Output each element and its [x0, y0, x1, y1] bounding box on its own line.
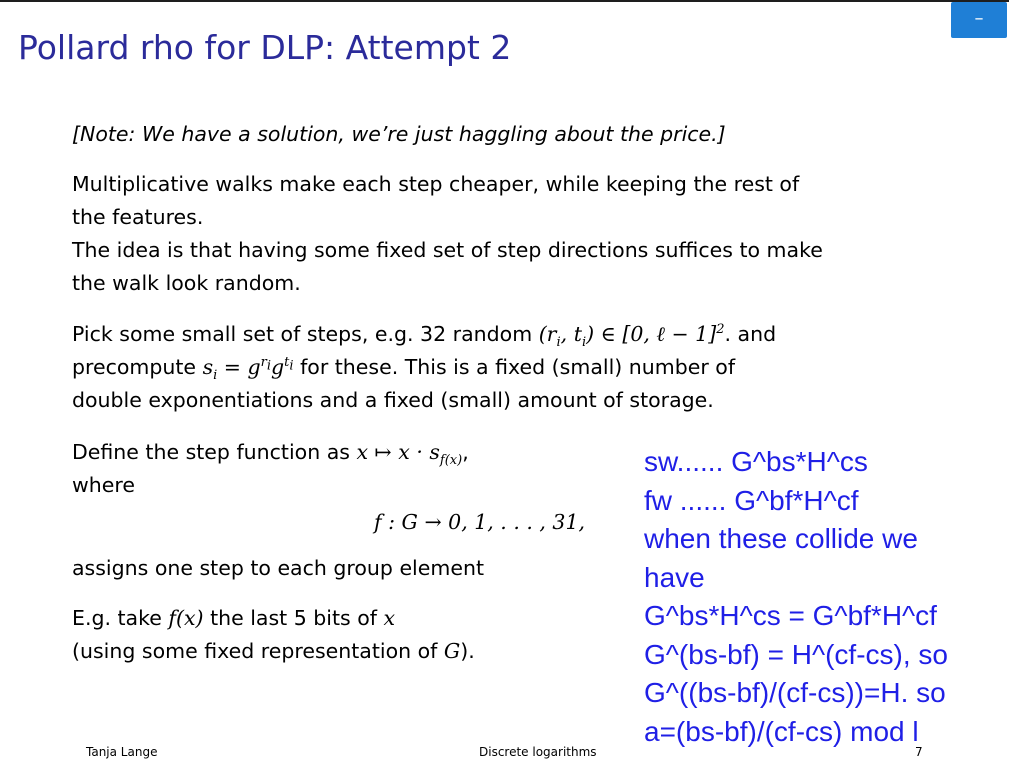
- top-border: [0, 0, 1009, 2]
- text-fragment: ,: [462, 440, 469, 464]
- text-fragment: . and: [724, 322, 777, 346]
- math-si-definition: $s_i = g^{r_i}g^{t_i}$: [202, 355, 294, 384]
- math-x: x: [383, 606, 396, 630]
- text-fragment: E.g. take: [72, 606, 169, 630]
- paragraph-multiplicative-walks: [72, 168, 952, 300]
- math-fx: f(x): [168, 606, 204, 630]
- footer-topic: Discrete logarithms: [479, 745, 597, 759]
- annotation-line: G^(bs-bf) = H^(cf-cs), so: [644, 638, 948, 670]
- note-text: [Note: We have a solution, we’re just haggling about the price.]: [72, 122, 726, 146]
- annotation-line: fw ...... G^bf*H^cf: [644, 484, 859, 516]
- slide-title: Pollard rho for DLP: Attempt 2: [18, 28, 512, 67]
- paragraph-line: the features.: [72, 205, 204, 229]
- annotation-line: G^bs*H^cs = G^bf*H^cf: [644, 600, 937, 631]
- paragraph-line: assigns one step to each group element: [72, 556, 484, 580]
- text-fragment: the last 5 bits of: [203, 606, 384, 630]
- paragraph-line: double exponentiations and a fixed (small) amount of storage.: [72, 388, 714, 412]
- paragraph-example: [72, 602, 475, 668]
- text-fragment: (using some fixed representation of: [72, 639, 444, 663]
- paragraph-line: [72, 602, 475, 635]
- annotation-line: G^((bs-bf)/(cf-cs))=H. so: [644, 677, 946, 708]
- text-fragment: Define the step function as: [72, 440, 357, 464]
- math-G: G: [443, 639, 461, 663]
- paragraph-step-function: [72, 436, 469, 469]
- footer-author: Tanja Lange: [86, 745, 158, 759]
- paragraph-line: The idea is that having some fixed set of step directions suffices to make: [72, 238, 823, 262]
- math-step-map: x ↦ $x \cdot s_{f(x)}$: [356, 440, 463, 469]
- paragraph-line: where: [72, 473, 135, 497]
- text-fragment: for these. This is a fixed (small) number of: [293, 355, 736, 379]
- handwritten-annotation: [644, 443, 948, 751]
- text-fragment: Pick some small set of steps, e.g. 32 random: [72, 322, 539, 346]
- text-fragment: precompute: [72, 355, 203, 379]
- annotation-line: sw...... G^bs*H^cs: [644, 446, 868, 477]
- paragraph-precompute-steps: [72, 318, 952, 417]
- paragraph-line: Multiplicative walks make each step cheaper, while keeping the rest of: [72, 172, 800, 196]
- text-fragment: ).: [460, 639, 475, 663]
- annotation-line: when these collide we: [644, 523, 918, 554]
- annotation-line: have: [644, 561, 705, 593]
- math-ri-ti-range: ($r_i$, $t_i$) ∈ [0, ℓ − 1]$^2$: [538, 322, 725, 351]
- minimize-button[interactable]: –: [951, 2, 1007, 38]
- page-number: 7: [915, 745, 923, 759]
- math-f-definition: f : G → 0, 1, . . . , 31,: [374, 510, 586, 534]
- paragraph-line: the walk look random.: [72, 271, 301, 295]
- annotation-line: a=(bs-bf)/(cf-cs) mod l: [644, 715, 919, 747]
- paragraph-line: [72, 318, 952, 351]
- paragraph-line: [72, 351, 952, 384]
- paragraph-line: [72, 635, 475, 668]
